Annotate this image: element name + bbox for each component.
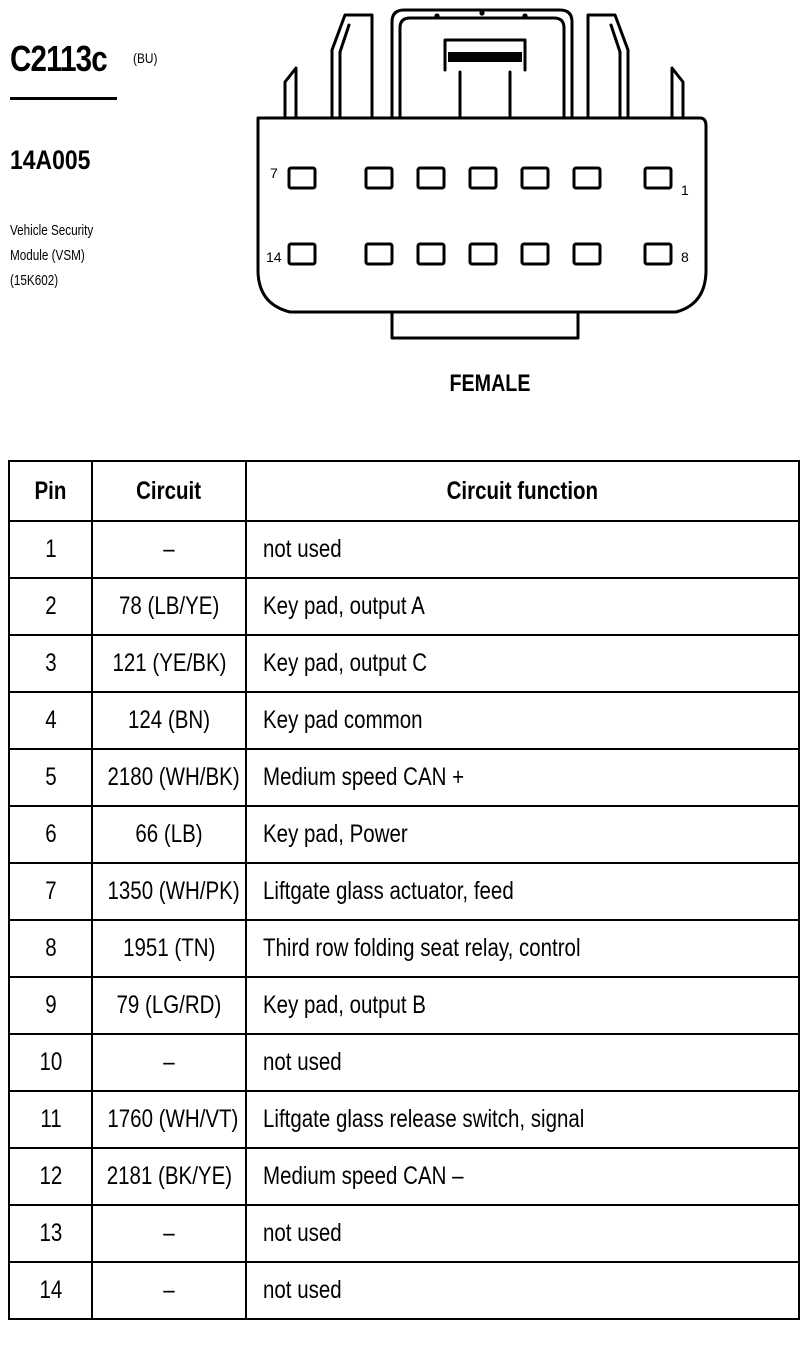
pin-cavity-6 bbox=[366, 168, 392, 188]
pin-cavity-4 bbox=[470, 168, 496, 188]
function-cell: Third row folding seat relay, control bbox=[246, 920, 799, 977]
table-row bbox=[9, 1091, 799, 1148]
table-header-row bbox=[9, 461, 799, 521]
pin-cavity-7 bbox=[289, 168, 315, 188]
pin-cell: 14 bbox=[9, 1262, 92, 1319]
table-row bbox=[9, 806, 799, 863]
title-underline bbox=[10, 97, 117, 100]
circuit-cell: 78 (LB/YE) bbox=[92, 578, 246, 635]
right-lock-tab bbox=[588, 15, 628, 118]
table-row bbox=[9, 635, 799, 692]
pin-cavity-5 bbox=[418, 168, 444, 188]
pin-cavity-14 bbox=[289, 244, 315, 264]
table-row bbox=[9, 521, 799, 578]
pin-cell: 5 bbox=[9, 749, 92, 806]
pin-cell: 7 bbox=[9, 863, 92, 920]
pin-cavity-2 bbox=[574, 168, 600, 188]
center-lock-housing bbox=[392, 10, 572, 118]
pin-label-8: 8 bbox=[681, 249, 689, 265]
header-pin: Pin bbox=[9, 461, 92, 521]
function-cell: not used bbox=[246, 1262, 799, 1319]
table-row bbox=[9, 1205, 799, 1262]
function-cell: Medium speed CAN + bbox=[246, 749, 799, 806]
pin-cell: 1 bbox=[9, 521, 92, 578]
connector-face-diagram bbox=[240, 0, 720, 360]
pin-label-7: 7 bbox=[270, 165, 278, 181]
pin-cell: 12 bbox=[9, 1148, 92, 1205]
pin-cavity-13 bbox=[366, 244, 392, 264]
pin-label-1: 1 bbox=[681, 182, 689, 198]
circuit-cell: – bbox=[92, 1262, 246, 1319]
circuit-cell: 2180 (WH/BK) bbox=[92, 749, 246, 806]
table-row bbox=[9, 977, 799, 1034]
function-cell: Key pad, output C bbox=[246, 635, 799, 692]
latch-bar bbox=[448, 52, 522, 62]
function-cell: Liftgate glass actuator, feed bbox=[246, 863, 799, 920]
pin-cavity-10 bbox=[522, 244, 548, 264]
pin-cell: 9 bbox=[9, 977, 92, 1034]
function-cell: Liftgate glass release switch, signal bbox=[246, 1091, 799, 1148]
pin-cavity-1 bbox=[645, 168, 671, 188]
circuit-cell: 1951 (TN) bbox=[92, 920, 246, 977]
table-row bbox=[9, 1262, 799, 1319]
left-lock-tab bbox=[332, 15, 372, 118]
table-row bbox=[9, 863, 799, 920]
circuit-cell: 124 (BN) bbox=[92, 692, 246, 749]
pin-cell: 3 bbox=[9, 635, 92, 692]
function-cell: Key pad, output A bbox=[246, 578, 799, 635]
function-cell: Key pad common bbox=[246, 692, 799, 749]
circuit-cell: 121 (YE/BK) bbox=[92, 635, 246, 692]
circuit-cell: 2181 (BK/YE) bbox=[92, 1148, 246, 1205]
connector-gender-label: FEMALE bbox=[449, 370, 531, 397]
pin-cell: 2 bbox=[9, 578, 92, 635]
pin-cell: 10 bbox=[9, 1034, 92, 1091]
function-cell: Key pad, output B bbox=[246, 977, 799, 1034]
description-line: Vehicle Security bbox=[10, 222, 94, 239]
circuit-cell: – bbox=[92, 1205, 246, 1262]
description-line: Module (VSM) bbox=[10, 247, 85, 264]
pin-cell: 13 bbox=[9, 1205, 92, 1262]
table-row bbox=[9, 1034, 799, 1091]
pin-cavity-8 bbox=[645, 244, 671, 264]
right-latch-arm bbox=[672, 68, 683, 118]
circuit-cell: 1760 (WH/VT) bbox=[92, 1091, 246, 1148]
function-cell: Medium speed CAN – bbox=[246, 1148, 799, 1205]
part-number: 14A005 bbox=[10, 145, 91, 175]
function-cell: not used bbox=[246, 521, 799, 578]
pin-cell: 8 bbox=[9, 920, 92, 977]
table-row bbox=[9, 749, 799, 806]
pin-cavity-11 bbox=[470, 244, 496, 264]
circuit-cell: 79 (LG/RD) bbox=[92, 977, 246, 1034]
table-row bbox=[9, 692, 799, 749]
header-circuit-function: Circuit function bbox=[246, 461, 799, 521]
circuit-cell: – bbox=[92, 1034, 246, 1091]
pin-cell: 11 bbox=[9, 1091, 92, 1148]
table-row bbox=[9, 920, 799, 977]
function-cell: Key pad, Power bbox=[246, 806, 799, 863]
pin-label-14: 14 bbox=[266, 249, 282, 265]
left-latch-arm bbox=[285, 68, 296, 118]
pin-cavity-9 bbox=[574, 244, 600, 264]
pin-cell: 6 bbox=[9, 806, 92, 863]
table-row bbox=[9, 1148, 799, 1205]
function-cell: not used bbox=[246, 1034, 799, 1091]
connector-color: (BU) bbox=[133, 50, 158, 66]
pin-cavity-12 bbox=[418, 244, 444, 264]
circuit-cell: – bbox=[92, 521, 246, 578]
function-cell: not used bbox=[246, 1205, 799, 1262]
connector-body-outline bbox=[258, 118, 706, 312]
component-description bbox=[10, 218, 93, 293]
description-line: (15K602) bbox=[10, 272, 59, 289]
circuit-cell: 1350 (WH/PK) bbox=[92, 863, 246, 920]
bottom-key-rib bbox=[392, 312, 578, 338]
circuit-cell: 66 (LB) bbox=[92, 806, 246, 863]
pin-cell: 4 bbox=[9, 692, 92, 749]
header-circuit: Circuit bbox=[92, 461, 246, 521]
connector-id: C2113c bbox=[10, 38, 107, 79]
table-row bbox=[9, 578, 799, 635]
pin-cavity-3 bbox=[522, 168, 548, 188]
pinout-table bbox=[8, 460, 800, 1320]
